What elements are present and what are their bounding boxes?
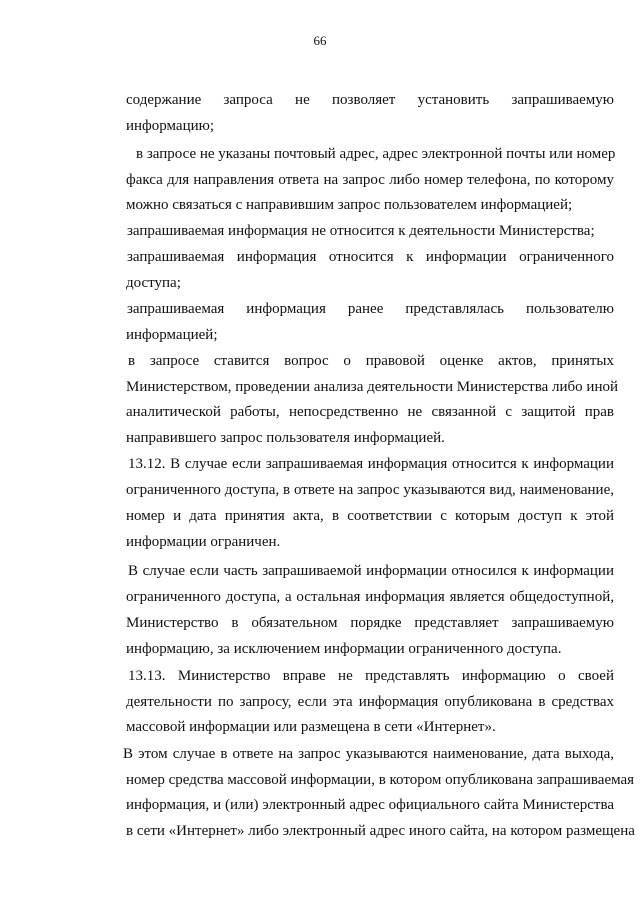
text-line: запрашиваемая информация не относится к деятельности Министерства; [127,223,595,239]
text-line: направившего запрос пользователя информацией. [126,430,445,446]
page-number: 66 [313,33,327,48]
text-line: Министерством, проведении анализа деятельности Министерства либо иной [126,379,619,395]
text-line: информацией; [126,327,218,343]
text-line: массовой информации или размещена в сети «Интернет». [126,719,496,735]
text-line: ограниченного доступа, в ответе на запрос указываются вид, наименование, [126,482,614,498]
text-line: можно связаться с направившим запрос пользователем информацией; [126,197,573,213]
text-line: доступа; [126,275,181,291]
text-line: в запросе ставится вопрос о правовой оценке актов, принятых [128,353,614,369]
text-line: номер средства массовой информации, в котором опубликована запрашиваемая [126,772,635,788]
text-line: деятельности по запросу, если эта информация опубликована в средствах [126,694,614,710]
text-line: информацию, за исключением информации ограниченного доступа. [126,641,562,657]
text-line: факса для направления ответа на запрос либо номер телефона, по которому [126,172,614,188]
text-line: запрашиваемая информация относится к информации ограниченного [127,249,614,265]
text-line: В этом случае в ответе на запрос указываются наименование, дата выхода, [123,746,614,762]
text-line: Министерство в обязательном порядке представляет запрашиваемую [126,615,614,631]
text-line: информацию; [126,118,215,134]
text-line: В случае если часть запрашиваемой информации относился к информации [128,563,614,579]
text-line: в сети «Интернет» либо электронный адрес иного сайта, на котором размещена [126,823,635,839]
text-line: содержание запроса не позволяет установить запрашиваемую [126,92,614,108]
text-line: ограниченного доступа, а остальная информация является общедоступной, [126,589,614,605]
text-line: номер и дата принятия акта, в соответствии с которым доступ к этой [126,508,614,524]
text-line: 13.12. В случае если запрашиваемая информация относится к информации [128,456,614,472]
text-line: 13.13. Министерство вправе не представлять информацию о своей [128,668,614,684]
text-line: запрашиваемая информация ранее представлялась пользователю [127,301,614,317]
text-line: информация, и (или) электронный адрес официального сайта Министерства [126,797,614,813]
text-line: аналитической работы, непосредственно не связанной с защитой прав [126,404,614,420]
text-line: в запросе не указаны почтовый адрес, адрес электронной почты или номер [136,146,616,162]
text-line: информации ограничен. [126,534,281,550]
